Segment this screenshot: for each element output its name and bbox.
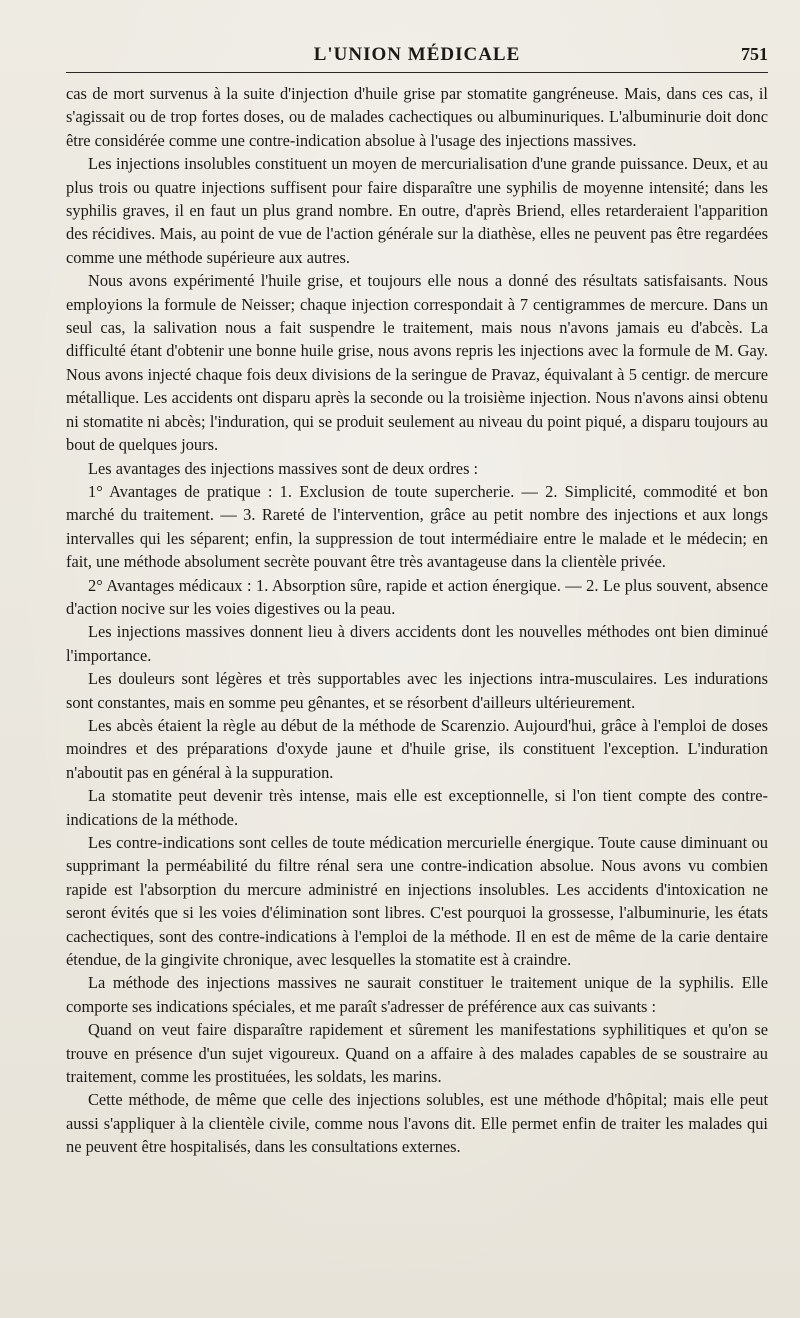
paragraph: La méthode des injections massives ne saurait constituer le traitement unique de la syphilis. Elle comporte ses indications spéciales, et me paraît s'adresser de préférence aux cas suivants : [66, 973, 768, 1016]
paragraph-continued: cas de mort survenus à la suite d'injection d'huile grise par stomatite gangréneuse. Mais, dans ces cas, il s'agissait ou de trop fortes doses, ou de malades cachectiques ou albuminuriques. L'albuminurie doit donc être considérée comme une contre-indication absolue à l'usage des injections massives. [66, 84, 768, 150]
journal-title: L'UNION MÉDICALE [313, 44, 521, 65]
header-rule [66, 72, 768, 73]
paragraph: 1° Avantages de pratique : 1. Exclusion de toute supercherie. — 2. Simplicité, commodité et bon marché du traitement. — 3. Rareté de l'intervention, grâce au petit nombre des injections et aux longs intervalles qui les séparent; enfin, la suppression de tout intermédiaire entre le malade et le médecin; en fait, une méthode absolument secrète pouvant être très avantageuse dans la clientèle privée. [66, 481, 768, 572]
page-number: 751 [741, 44, 768, 64]
paragraph: Quand on veut faire disparaître rapidement et sûrement les manifestations syphilitiques et qu'on se trouve en présence d'un sujet vigoureux. Quand on a affaire à des malades capables de se soustraire au traitement, comme les prostituées, les soldats, les marins. [66, 1020, 768, 1087]
paragraph: Les douleurs sont légères et très supportables avec les injections intra-musculaires. Les indurations sont constantes, mais en somme peu gênantes, et se résorbent d'ailleurs ultérieurement. [66, 669, 768, 712]
paragraph: Les avantages des injections massives sont de deux ordres : [88, 458, 479, 478]
paragraph: Cette méthode, de même que celle des injections solubles, est une méthode d'hôpital; mais elle peut aussi s'appliquer à la clientèle civile, comme nous l'avons dit. Elle permet enfin de traiter les malades qui ne peuvent être hospitalisés, dans les consultations externes. [66, 1090, 768, 1157]
paragraph: 2° Avantages médicaux : 1. Absorption sûre, rapide et action énergique. — 2. Le plus souvent, absence d'action nocive sur les voies digestives ou la peau. [66, 575, 768, 618]
paragraph: Les contre-indications sont celles de toute médication mercurielle énergique. Toute cause diminuant ou supprimant la perméabilité du filtre rénal sera une contre-indication absolue. Nous avons vu combien rapide est l'absorption du mercure administré en injections insolubles. Les accidents d'intoxication ne seront évités que si les voies d'élimination sont libres. C'est pourquoi la grossesse, l'albuminurie, les états cachectiques, sont des contre-indications à l'emploi de la méthode. Il en est de même de la carie dentaire étendue, de la gingivite chronique, avec lesquelles la stomatite est à craindre. [66, 833, 768, 970]
article-body [66, 82, 768, 1159]
running-head [66, 40, 768, 72]
paragraph: Les injections massives donnent lieu à divers accidents dont les nouvelles méthodes ont bien diminué l'importance. [66, 622, 768, 665]
paragraph: Les injections insolubles constituent un moyen de mercurialisation d'une grande puissance. Deux, et au plus trois ou quatre injections suffisent pour faire disparaître une syphilis de moyenne intensité; dans les syphilis graves, il en faut un plus grand nombre. En outre, d'après Briend, elles retarderaient l'apparition des récidives. Mais, au point de vue de l'action générale sur la diathèse, elles ne peuvent pas être regardées comme une méthode supérieure aux autres. [66, 154, 768, 267]
paragraph: Les abcès étaient la règle au début de la méthode de Scarenzio. Aujourd'hui, grâce à l'emploi de doses moindres et des préparations d'oxyde jaune et d'huile grise, ils constituent l'exception. L'induration n'aboutit pas en général à la suppuration. [66, 715, 768, 782]
paragraph: Nous avons expérimenté l'huile grise, et toujours elle nous a donné des résultats satisfaisants. Nous employions la formule de Neisser; chaque injection correspondait à 7 centigrammes de mercure. Dans un seul cas, la salivation nous a fait suspendre le traitement, mais nous n'avons jamais eu d'abcès. La difficulté étant d'obtenir une bonne huile grise, nous avons repris les injections avec la formule de M. Gay. Nous avons injecté chaque fois deux divisions de la seringue de Pravaz, équivalant à 5 centigr. de mercure métallique. Les accidents ont disparu après la seconde ou la troisième injection. Nous n'avons ainsi obtenu ni stomatite ni abcès; l'induration, qui se produit seulement au niveau du point piqué, a disparu toujours au bout de quelques jours. [66, 271, 768, 455]
paragraph: La stomatite peut devenir très intense, mais elle est exceptionnelle, si l'on tient compte des contre-indications de la méthode. [66, 786, 768, 829]
